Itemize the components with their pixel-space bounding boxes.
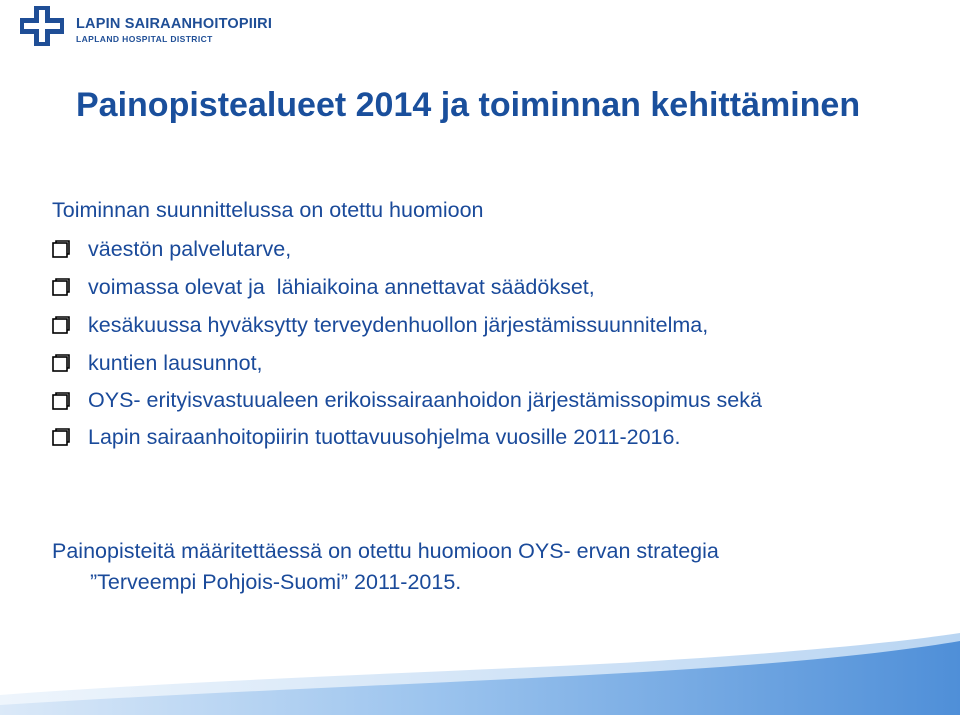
hospital-logo xyxy=(18,4,273,48)
list-item xyxy=(52,385,912,416)
checkbox-icon xyxy=(52,240,70,258)
list-item-text: kesäkuussa hyväksytty terveydenhuollon järjestämissuunnitelma, xyxy=(88,313,709,337)
list-item xyxy=(52,309,912,342)
checkbox-icon xyxy=(52,392,70,410)
list-item xyxy=(52,233,912,266)
checkbox-icon xyxy=(52,278,70,296)
list-item-text: voimassa olevat ja lähiaikoina annettavat säädökset, xyxy=(88,275,595,299)
list-item-text: kuntien lausunnot, xyxy=(88,351,263,375)
footer-wave-decoration xyxy=(0,625,960,715)
checkbox-icon xyxy=(52,316,70,334)
closing-text xyxy=(52,536,719,598)
list-item-text: väestön palvelutarve, xyxy=(88,237,292,261)
list-item-text: Lapin sairaanhoitopiirin tuottavuusohjelma vuosille 2011-2016. xyxy=(88,425,681,449)
list-item-text: OYS- erityisvastuualeen erikoissairaanhoidon järjestämissopimus sekä xyxy=(88,388,762,412)
list-item xyxy=(52,421,912,454)
closing-line-2: ”Terveempi Pohjois-Suomi” 2011-2015. xyxy=(90,570,462,594)
bullet-list xyxy=(52,233,912,459)
checkbox-icon xyxy=(52,428,70,446)
page-title: Painopistealueet 2014 ja toiminnan kehittäminen xyxy=(76,86,861,124)
checkbox-icon xyxy=(52,354,70,372)
list-item xyxy=(52,271,912,304)
list-item xyxy=(52,347,912,380)
intro-text: Toiminnan suunnittelussa on otettu huomioon xyxy=(52,198,484,222)
org-subtitle: LAPLAND HOSPITAL DISTRICT xyxy=(76,34,213,44)
org-name: LAPIN SAIRAANHOITOPIIRI xyxy=(76,16,273,32)
closing-line-1: Painopisteitä määritettäessä on otettu huomioon OYS- ervan strategia xyxy=(52,539,719,563)
cross-logo-icon xyxy=(18,4,66,48)
